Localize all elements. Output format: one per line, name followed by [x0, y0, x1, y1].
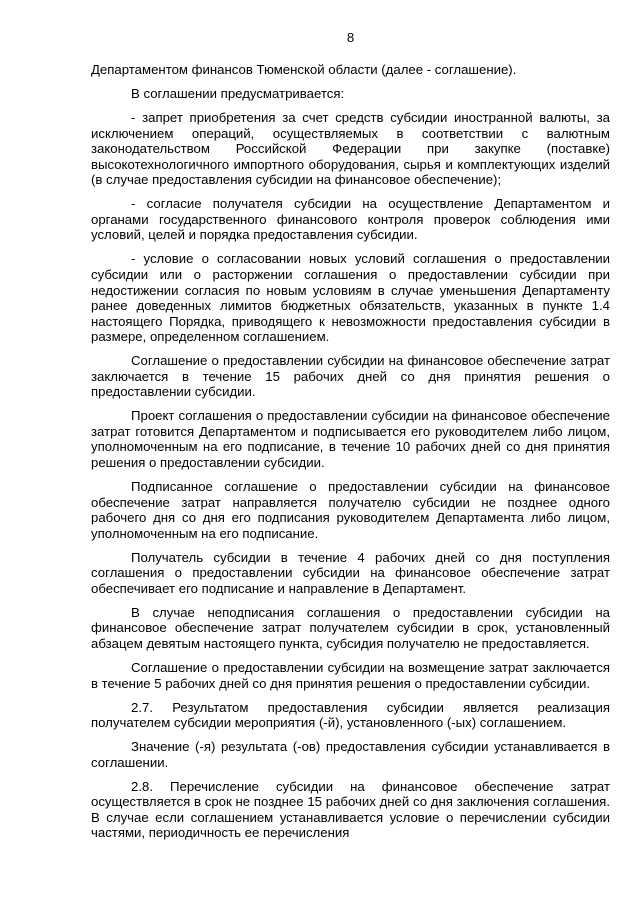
paragraph-recipient-signing: Получатель субсидии в течение 4 рабочих дней со дня поступления соглашения о предоставлении субсидии на финансовое обеспечение затрат обеспечивает его подписание и направление в Департамент. [91, 549, 610, 596]
paragraph-section-2-7: 2.7. Результатом предоставления субсидии является реализация получателем субсидии мероприятия (-й), установленного (-ых) соглашением. [91, 699, 610, 731]
paragraph-signed-agreement: Подписанное соглашение о предоставлении субсидии на финансовое обеспечение затрат направляется получателю субсидии не позднее одного рабочего дня со дня его подписания руководителем Департамента либо лицом, уполномоченным на его подписание. [91, 479, 610, 541]
paragraph-non-signing: В случае неподписания соглашения о предоставлении субсидии на финансовое обеспечение затрат получателем субсидии в срок, установленный абзацем девятым настоящего пункта, субсидия получателю не предоставляется. [91, 604, 610, 651]
paragraph-continuation: Департаментом финансов Тюменской области (далее - соглашение). [91, 62, 517, 77]
page-number: 8 [346, 30, 355, 45]
paragraph-new-terms-condition: - условие о согласовании новых условий соглашения о предоставлении субсидии или о расторжении соглашения о предоставлении субсидии при недостижении согласия по новым условиям в случае уменьшения Департаменту ранее доведенных лимитов бюджетных обязательств, указанных в пункте 1.4 настоящего Порядка, приводящего к невозможности предоставления субсидии в размере, определенном соглашением. [91, 251, 610, 345]
paragraph-compensation-agreement: Соглашение о предоставлении субсидии на возмещение затрат заключается в течение 5 рабочих дней со дня принятия решения о предоставлении субсидии. [91, 660, 610, 691]
paragraph-provisions-intro: В соглашении предусматривается: [131, 86, 345, 102]
paragraph-section-2-8: 2.8. Перечисление субсидии на финансовое обеспечение затрат осуществляется в срок не позднее 15 рабочих дней со дня заключения соглашения. В случае если соглашением устанавливается условие о перечислении субсидии частями, периодичность ее перечисления [91, 778, 610, 841]
paragraph-inspection-consent: - согласие получателя субсидии на осуществление Департаментом и органами государственного финансового контроля проверок соблюдения ими условий, целей и порядка предоставления субсидии. [91, 196, 610, 243]
paragraph-draft-agreement: Проект соглашения о предоставлении субсидии на финансовое обеспечение затрат готовится Департаментом и подписывается его руководителем либо лицом, уполномоченным на его подписание, в течение 10 рабочих дней со дня принятия решения о предоставлении субсидии. [91, 408, 610, 471]
paragraph-agreement-term: Соглашение о предоставлении субсидии на финансовое обеспечение затрат заключается в течение 15 рабочих дней со дня принятия решения о предоставлении субсидии. [91, 353, 610, 400]
paragraph-currency-ban: - запрет приобретения за счет средств субсидии иностранной валюты, за исключением операций, осуществляемых в соответствии с валютным законодательством Российской Федерации при закупке (поставке) высокотехнологичного импортного оборудования, сырья и комплектующих изделий (в случае предоставления субсидии на финансовое обеспечение); [91, 110, 610, 188]
paragraph-result-values: Значение (-я) результата (-ов) предоставления субсидии устанавливается в соглашении. [91, 739, 610, 770]
